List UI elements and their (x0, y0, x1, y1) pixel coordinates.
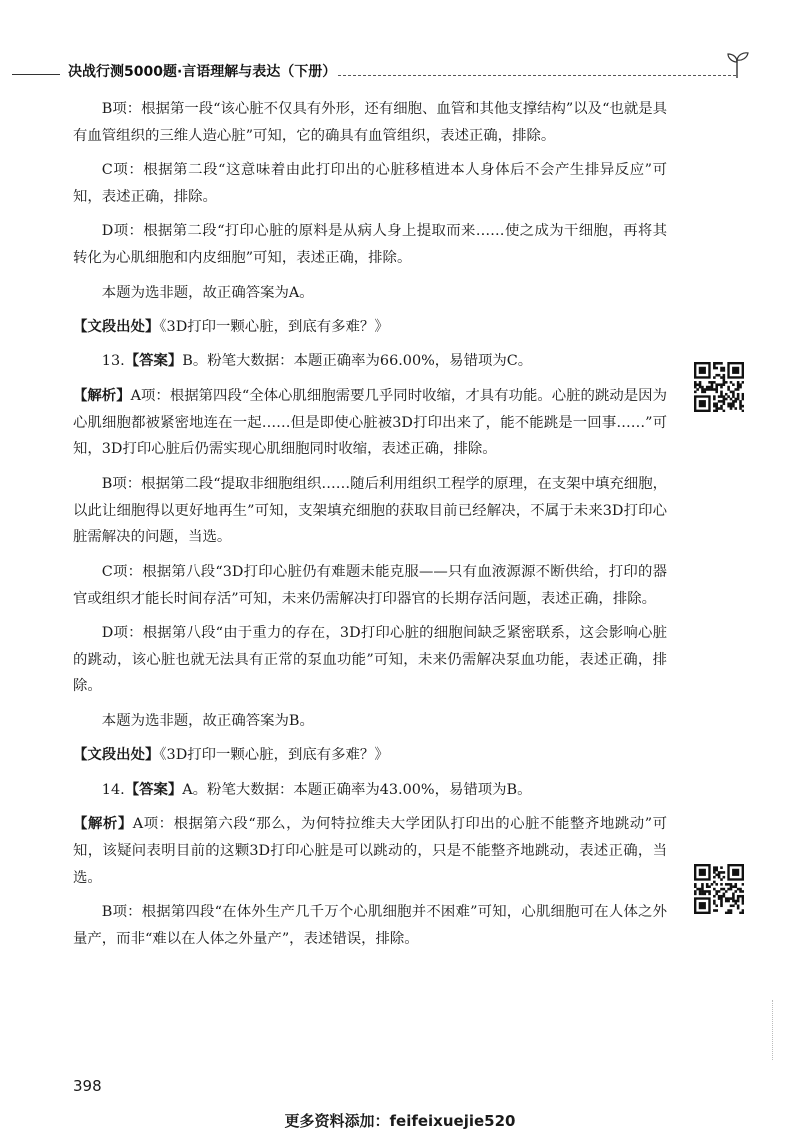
book-title: 决战行测5000题·言语理解与表达（下册） (68, 64, 337, 80)
paragraph-text: B项：根据第一段“该心脏不仅具有外形，还有细胞、血管和其他支撑结构”以及“也就是具有血管组织的三维人造心脏”可知，它的确具有血管组织，表述正确，排除。 (73, 101, 667, 144)
paragraph-text: A项：根据第四段“全体心肌细胞需要几乎同时收缩，才具有功能。心脏的跳动是因为心肌细胞都被紧密地连在一起……但是即使心脏被3D打印出来了，能不能跳是一回事……”可知，3D打印心脏后仍需实现心肌细胞同时收缩，表述正确，排除。 (73, 387, 667, 458)
paragraph-text: D项：根据第八段“由于重力的存在，3D打印心脏的细胞间缺乏紧密联系，这会影响心脏的跳动，该心脏也就无法具有正常的泵血功能”可知，未来仍需解决泵血功能，表述正确，排除。 (73, 624, 667, 695)
qr-code-icon[interactable] (694, 864, 744, 914)
question-number: 14. (101, 781, 125, 798)
answer-line-14 (73, 777, 667, 804)
analysis-13-d (73, 620, 667, 700)
paragraph-b-option (73, 96, 667, 150)
analysis-13-a (73, 383, 667, 463)
question-number: 13. (101, 353, 125, 370)
paragraph-conclusion (73, 280, 667, 307)
page-number: 398 (73, 1077, 102, 1095)
analysis-13-c (73, 559, 667, 613)
paragraph-conclusion (73, 708, 667, 735)
source-reference (73, 742, 667, 769)
answer-text: B。粉笔大数据：本题正确率为66.00%，易错项为C。 (182, 353, 533, 370)
analysis-14-b (73, 899, 667, 953)
qr-code-icon[interactable] (694, 362, 744, 412)
source-text: 《3D打印一颗心脏，到底有多难？》 (159, 747, 389, 764)
sprout-icon (722, 48, 752, 80)
source-reference (73, 314, 667, 341)
analysis-13-b (73, 471, 667, 551)
analysis-label: 【解析】 (73, 816, 133, 833)
paragraph-c-option (73, 157, 667, 211)
paragraph-text: 本题为选非题，故正确答案为A。 (101, 284, 314, 301)
paragraph-text: C项：根据第八段“3D打印心脏仍有难题未能克服——只有血液源源不断供给，打印的器官或组织才能长时间存活”可知，未来仍需解决打印器官的长期存活问题，表述正确，排除。 (73, 563, 667, 607)
answer-text: A。粉笔大数据：本题正确率为43.00%，易错项为B。 (182, 781, 532, 798)
paragraph-d-option (73, 218, 667, 272)
header-rule-left (12, 74, 60, 75)
paragraph-text: 本题为选非题，故正确答案为B。 (101, 712, 314, 729)
paragraph-text: B项：根据第二段“提取非细胞组织……随后利用组织工程学的原理，在支架中填充细胞，以此让细胞得以更好地再生”可知，支架填充细胞的获取目前已经解决，不属于未来3D打印心脏需解决的问题，当选。 (73, 475, 667, 546)
answer-label: 【答案】 (124, 353, 183, 370)
paragraph-text: D项：根据第二段“打印心脏的原料是从病人身上提取而来……使之成为干细胞，再将其转化为心肌细胞和内皮细胞”可知，表述正确，排除。 (73, 223, 667, 267)
running-header (0, 58, 800, 88)
page-content (73, 96, 667, 960)
source-label: 【文段出处】 (73, 318, 160, 335)
paragraph-text: C项：根据第二段“这意味着由此打印出的心脏移植进本人身体后不会产生排异反应”可知，表述正确，排除。 (73, 162, 667, 205)
source-text: 《3D打印一颗心脏，到底有多难？》 (159, 318, 389, 335)
source-label: 【文段出处】 (73, 747, 160, 764)
header-rule-right (338, 75, 736, 76)
answer-label: 【答案】 (124, 781, 183, 798)
footer-note: 更多资料添加：feifeixuejie520 (284, 1112, 516, 1130)
answer-line-13 (73, 348, 667, 375)
analysis-14-a (73, 811, 667, 891)
paragraph-text: B项：根据第四段“在体外生产几千万个心肌细胞并不困难”可知，心肌细胞可在人体之外量产，而非“难以在人体之外量产”，表述错误，排除。 (73, 904, 667, 947)
paragraph-text: A项：根据第六段“那么，为何特拉维夫大学团队打印出的心脏不能整齐地跳动”可知，该疑问表明目前的这颗3D打印心脏是可以跳动的，只是不能整齐地跳动，表述正确，当选。 (73, 816, 667, 886)
analysis-label: 【解析】 (73, 387, 131, 404)
margin-dots (772, 1000, 775, 1060)
